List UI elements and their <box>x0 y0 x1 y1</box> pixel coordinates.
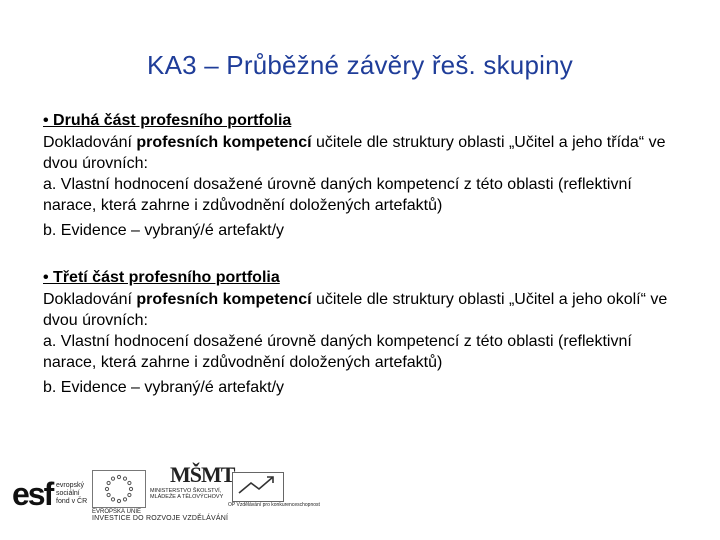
intro-pre: Dokladování <box>43 134 137 151</box>
eu-caption: EVROPSKÁ UNIE <box>92 509 142 515</box>
section-intro <box>43 132 683 174</box>
eu-flag-icon <box>92 470 146 508</box>
section-heading: • Třetí část profesního portfolia <box>43 269 280 286</box>
intro-pre: Dokladování <box>43 291 137 308</box>
intro-post: učitele dle struktury oblasti „Učitel a jeho třída“ ve dvou úrovních: <box>43 134 666 172</box>
item-a: a. Vlastní hodnocení dosažené úrovně daných kompetencí z této oblasti (reflektivní narace, která zahrne i zdůvodnění doložených artefaktů) <box>43 176 632 214</box>
section-second-part <box>43 110 683 241</box>
msmt-caption: MINISTERSTVO ŠKOLSTVÍ, MLÁDEŽE A TĚLOVÝCHOVY <box>150 488 224 500</box>
op-logo-icon <box>232 472 284 502</box>
item-b: b. Evidence – vybraný/é artefakt/y <box>43 222 285 239</box>
item-b: b. Evidence – vybraný/é artefakt/y <box>43 379 285 396</box>
esf-text: evropský sociální fond v ČR <box>56 482 88 505</box>
footer-logos <box>0 462 720 540</box>
esf-letters: esf <box>12 476 53 512</box>
section-third-part <box>43 267 683 398</box>
esf-logo <box>12 474 92 514</box>
slide-title: KA3 – Průběžné závěry řeš. skupiny <box>147 50 573 80</box>
section-intro <box>43 289 683 331</box>
intro-bold: profesních kompetencí <box>136 291 312 308</box>
intro-bold: profesních kompetencí <box>136 134 312 151</box>
intro-post: učitele dle struktury oblasti „Učitel a jeho okolí“ ve dvou úrovních: <box>43 291 668 329</box>
msmt-logo <box>150 462 235 500</box>
invest-text: INVESTICE DO ROZVOJE VZDĚLÁVÁNÍ <box>92 515 229 522</box>
slide-content <box>43 110 683 424</box>
section-heading: • Druhá část profesního portfolia <box>43 112 292 129</box>
op-caption: OP Vzdělávání pro konkurenceschopnost <box>228 502 320 508</box>
item-a: a. Vlastní hodnocení dosažené úrovně daných kompetencí z této oblasti (reflektivní narace, která zahrne i zdůvodnění doložených artefaktů) <box>43 333 632 371</box>
msmt-mark: MŠMT <box>170 462 235 487</box>
eu-logo <box>92 470 148 515</box>
op-logo <box>228 472 320 508</box>
